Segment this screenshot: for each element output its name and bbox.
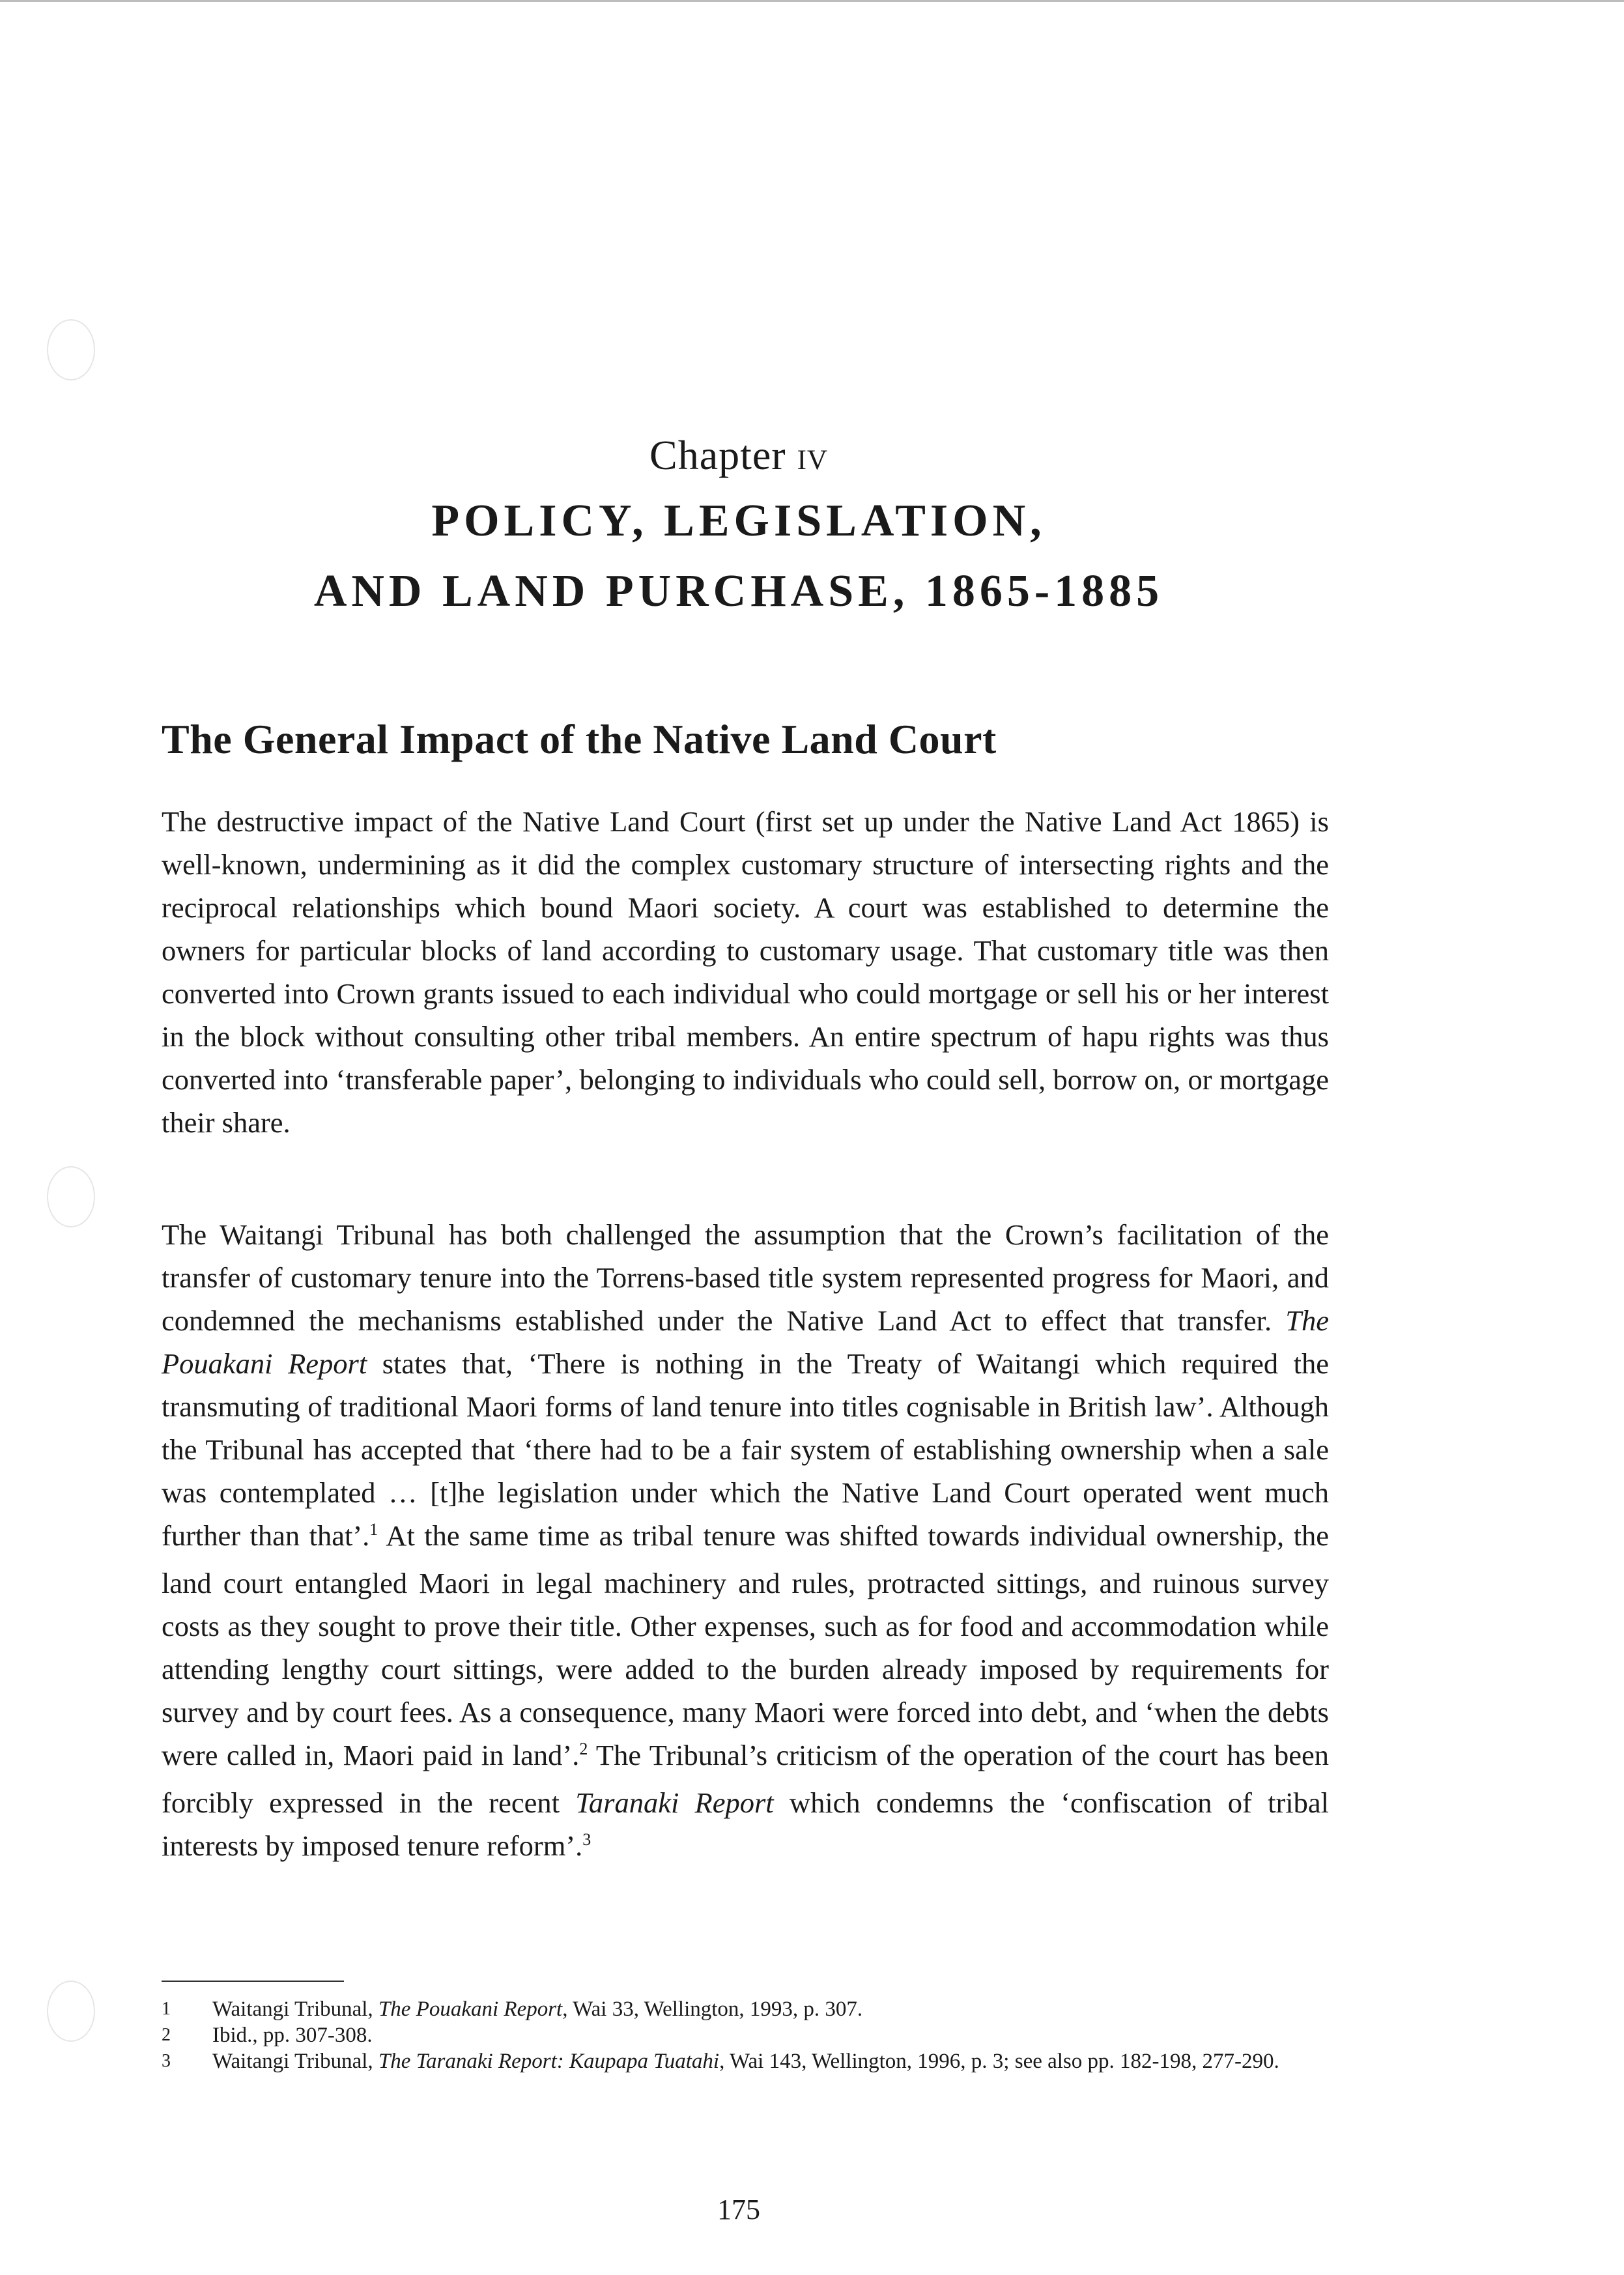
punch-hole-mark	[47, 1981, 95, 2042]
chapter-title-line-2: AND LAND PURCHASE, 1865-1885	[313, 566, 1164, 616]
paragraph-text: At the same time as tribal tenure was shifted towards individual ownership, the land court entangled Maori in legal machinery and rules, protracted sittings, and ruinous survey costs as they sought to prove their title. Other expenses, such as for food and accommodation while attending lengthy court sittings, were added to the burden already imposed by requirements for survey and by court fees. As a consequence, many Maori were forced into debt, and ‘when the debts were called in, Maori paid in land’.	[162, 1519, 1330, 1771]
body-paragraph-1: The destructive impact of the Native Land Court (first set up under the Native Land Act 1865) is well-known, undermining as it did the complex customary structure of intersecting rights and the reciprocal relationships which bound Maori society. A court was established to determine the owners for particular blocks of land according to customary usage. That customary title was then converted into Crown grants issued to each individual who could mortgage or sell his or her interest in the block without consulting other tribal members. An entire spectrum of hapu rights was thus converted into ‘transferable paper’, belonging to individuals who could sell, borrow on, or mortgage their share.	[162, 805, 1329, 1139]
footnote-reference[interactable]: 1	[369, 1520, 378, 1539]
punch-hole-mark	[47, 319, 95, 380]
scan-edge-rule	[0, 0, 1624, 2]
footnotes-block	[162, 1996, 1328, 2074]
footnote-text	[212, 2048, 1279, 2074]
footnote-title-italic: The Taranaki Report: Kaupapa Tuatahi	[378, 2050, 720, 2073]
footnote-separator	[162, 1981, 344, 1982]
paragraph-text: The Waitangi Tribunal has both challenged the assumption that the Crown’s facilitation of the transfer of customary tenure into the Torrens-based title system represented progress for Maori, and condemned the mechanisms established under the Native Land Act to effect that transfer.	[162, 1218, 1329, 1337]
paragraph-text: The Tribunal’s criticism of the operation of the court has been forcibly expressed in the recent	[162, 1739, 1329, 1819]
chapter-number	[0, 431, 1477, 479]
paragraph-text: states that, ‘There is nothing in the Treaty of Waitangi which required the transmuting of traditional Maori forms of land tenure into titles cognisable in British law’. Although the Tribunal has accepted that ‘there had to be a fair system of establishing ownership when a sale was contemplated … [t]he legislation under which the Native Land Court operated went much further than that’.	[162, 1347, 1329, 1552]
footnote-text-part: , Wai 33, Wellington, 1993, p. 307.	[562, 1997, 863, 2021]
footnote-title-italic: The Pouakani Report	[378, 1997, 563, 2021]
footnote-number: 3	[162, 2051, 171, 2071]
footnote-item	[162, 2048, 1328, 2074]
section-heading: The General Impact of the Native Land Court	[162, 716, 997, 762]
chapter-label: Chapter	[649, 432, 786, 478]
footnote-reference[interactable]: 3	[582, 1830, 591, 1849]
footnote-number: 1	[162, 1999, 171, 2019]
footnote-item	[162, 1996, 1328, 2022]
footnote-text-part: Waitangi Tribunal,	[212, 1997, 378, 2021]
report-title-italic: Taranaki Report	[575, 1786, 774, 1819]
chapter-title-line-1: POLICY, LEGISLATION,	[431, 496, 1046, 546]
page-number: 175	[717, 2194, 760, 2225]
chapter-roman-numeral: iv	[797, 434, 828, 478]
footnote-number: 2	[162, 2025, 171, 2045]
punch-hole-mark	[47, 1166, 95, 1227]
footnote-item	[162, 2022, 1328, 2048]
footnote-reference[interactable]: 2	[579, 1739, 588, 1758]
footnote-text-part: , Wai 143, Wellington, 1996, p. 3; see also pp. 182-198, 277-290.	[719, 2050, 1279, 2073]
body-paragraph-2	[162, 1213, 1329, 1872]
footnote-text-part: Waitangi Tribunal,	[212, 2050, 378, 2073]
footnote-text	[212, 2022, 373, 2048]
footnote-text-part: Ibid., pp. 307-308.	[212, 2024, 373, 2047]
paragraph-text: which condemns the ‘confiscation of tribal interests by imposed tenure reform’.	[162, 1786, 1329, 1862]
report-title-italic: The Pouakani Report	[162, 1304, 1329, 1380]
footnote-text	[212, 1996, 862, 2022]
